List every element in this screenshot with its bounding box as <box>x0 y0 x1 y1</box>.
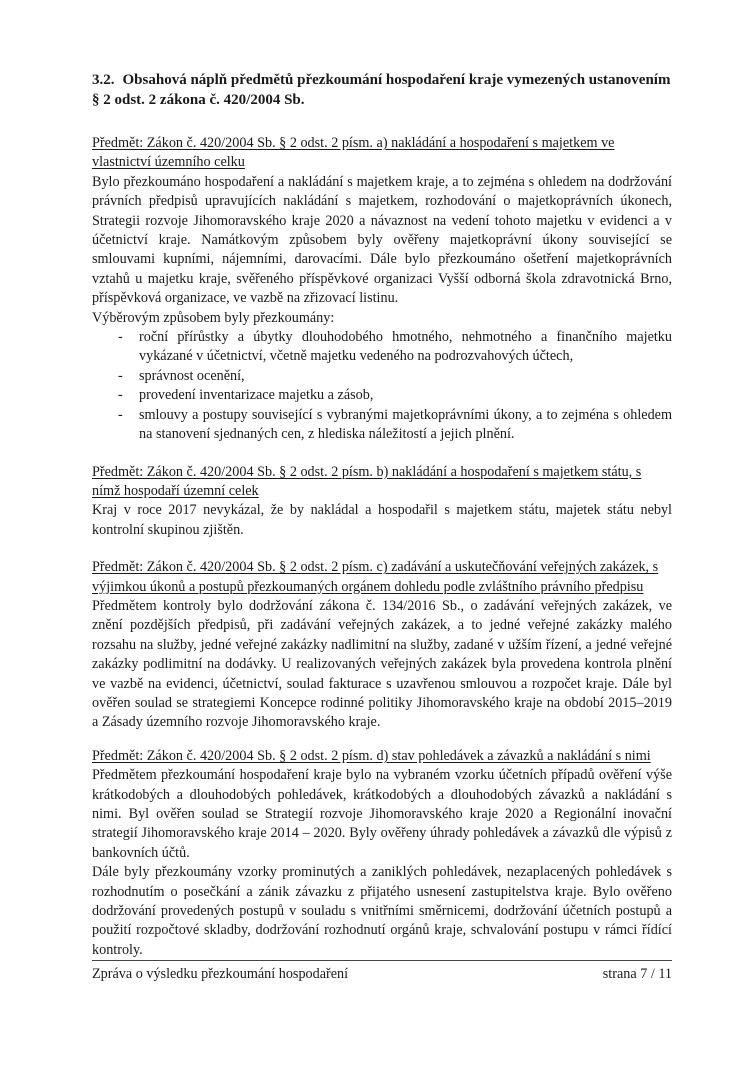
section-b <box>92 463 672 541</box>
paragraph: Kraj v roce 2017 nevykázal, že by nakládal a hospodařil s majetkem státu, majetek státu nebyl kontrolní skupinou zjištěn. <box>92 502 672 538</box>
paragraph: Bylo přezkoumáno hospodaření a nakládání s majetkem kraje, a to zejména s ohledem na dodržování právních předpisů upravujících nakládání s majetkem, rozhodování o majetkoprávních úkonech, Strategii rozvoje Jihomoravského kraje 2020 a návaznost na vedení tohoto majetku v evidenci a v účetnictví kraje. Namátkovým způsobem byly ověřeny majetkoprávní úkony související se smlouvami kupními, nájemními, darovacími. Dále bylo přezkoumáno ošetření majetkoprávních vztahů u majetku kraje, svěřeného příspěvkové organizaci Vyšší odborná škola zdravotnická Brno, příspěvková organizace, ve vazbě na zřizovací listinu. <box>92 173 672 307</box>
subject-line: Předmět: Zákon č. 420/2004 Sb. § 2 odst. 2 písm. a) nakládání a hospodaření s majetkem ve vlastnictví územního celku <box>92 135 615 171</box>
list-item-text: správnost ocenění, <box>139 367 245 384</box>
dash-bullet-icon: - <box>118 329 123 346</box>
heading-text: Obsahová náplň předmětů přezkoumání hospodaření kraje vymezených ustanovením § 2 odst. 2 zákona č. 420/2004 Sb. <box>92 72 671 108</box>
list-item-text: provedení inventarizace majetku a zásob, <box>139 387 374 404</box>
list-item <box>118 386 672 405</box>
section-heading <box>92 70 672 110</box>
list-item <box>118 406 672 445</box>
list-item-text: roční přírůstky a úbytky dlouhodobého hmotného, nehmotného a finančního majetku vykázané v účetnictví, včetně majetku vedeného na podrozvahových účtech, <box>139 329 672 365</box>
subject-line: Předmět: Zákon č. 420/2004 Sb. § 2 odst. 2 písm. d) stav pohledávek a závazků a nakládání s nimi <box>92 747 651 764</box>
dash-bullet-icon: - <box>118 387 123 404</box>
paragraph: Dále byly přezkoumány vzorky prominutých a zaniklých pohledávek, nezaplacených pohledávek s rozhodnutím o posečkání a zánik závazku z přijatého usnesení zastupitelstva kraje. Bylo ověřeno dodržování provedených postupů v souladu s vnitřními směrnicemi, dodržování účetních postupů a použití rozpočtové skladby, dodržování rozhodnutí orgánů kraje, schvalování postupu v rámci řídící kontroly. <box>92 864 672 958</box>
list-item-text: smlouvy a postupy související s vybranými majetkoprávními úkony, a to zejména s ohledem na stanovení sjednaných cen, z hlediska náležitostí a jejich plnění. <box>139 406 672 443</box>
page-number: strana 7 / 11 <box>602 966 672 982</box>
section-c <box>92 558 672 733</box>
page-content <box>92 70 672 978</box>
subject-line: Předmět: Zákon č. 420/2004 Sb. § 2 odst. 2 písm. c) zadávání a uskutečňování veřejných zakázek, s výjimkou úkonů a postupů přezkoumaných orgánem dohledu podle zvláštního právního předpisu <box>92 559 659 595</box>
dash-bullet-icon: - <box>118 367 123 384</box>
dash-bullet-icon: - <box>118 406 123 423</box>
heading-number: 3.2. <box>92 72 115 88</box>
subject-line: Předmět: Zákon č. 420/2004 Sb. § 2 odst. 2 písm. b) nakládání a hospodaření s majetkem státu, s nímž hospodaří územní celek <box>92 463 642 499</box>
section-a <box>92 134 672 445</box>
list-item <box>118 367 672 386</box>
paragraph: Předmětem kontroly bylo dodržování zákona č. 134/2016 Sb., o zadávání veřejných zakázek, ve znění pozdějších předpisů, při zadávání veřejných zakázek, a to jedné veřejné zakázky malého rozsahu na služby, jedné veřejné zakázky nadlimitní na služby, zadané v užším řízení, a jedné veřejné zakázky podlimitní na dodávky. U realizovaných veřejných zakázek byla provedena kontrola plnění ve vazbě na evidenci, účetnictví, soulad fakturace s uzavřenou smlouvou a rozpočet kraje. Dále byl ověřen soulad se strategiemi Koncepce rodinné politiky Jihomoravského kraje na období 2015–2019 a Zásady územního rozvoje Jihomoravského kraje. <box>92 597 672 731</box>
section-d <box>92 747 672 960</box>
list-item <box>118 328 672 367</box>
bullet-list <box>92 328 672 444</box>
page-footer <box>92 960 672 984</box>
paragraph: Předmětem přezkoumání hospodaření kraje bylo na vybraném vzorku účetních případů ověření výše krátkodobých a dlouhodobých pohledávek, krátkodobých a dlouhodobých závazků a nakládání s nimi. Byl ověřen soulad se Strategií rozvoje Jihomoravského kraje 2020 a Regionální inovační strategií Jihomoravského kraje 2014 – 2020. Byly ověřeny úhrady pohledávek a závazků dle výpisů z bankovních účtů. <box>92 767 672 861</box>
list-intro: Výběrovým způsobem byly přezkoumány: <box>92 309 335 326</box>
footer-title: Zpráva o výsledku přezkoumání hospodaření <box>92 966 349 982</box>
